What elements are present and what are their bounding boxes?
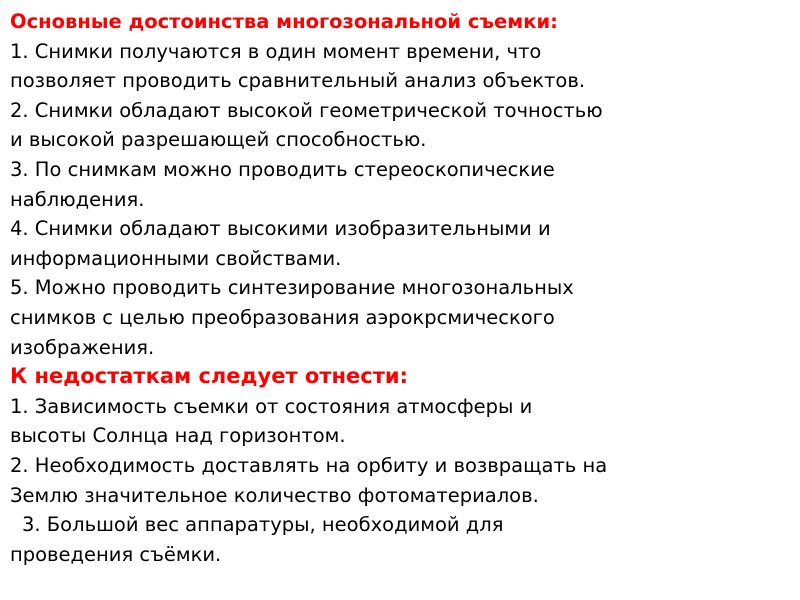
disadvantage-1-line-2: высоты Солнца над горизонтом. [10, 424, 346, 448]
disadvantage-2-line-2: Землю значительное количество фотоматериалов. [10, 483, 539, 507]
advantage-3-line-2: наблюдения. [10, 187, 145, 211]
advantage-2-line-2: и высокой разрешающей способностью. [10, 128, 427, 152]
advantage-4-line-2: информационными свойствами. [10, 246, 342, 270]
disadvantage-3-line-2: проведения съёмки. [10, 542, 222, 566]
disadvantage-3-line-1: 3. Большой вес аппаратуры, необходимой для [22, 513, 504, 537]
advantage-1-line-1: 1. Снимки получаются в один момент времени, что [10, 39, 542, 63]
disadvantages-heading: К недостаткам следует отнести: [10, 364, 409, 389]
advantage-4-line-1: 4. Снимки обладают высокими изобразительными и [10, 217, 551, 241]
advantages-heading: Основные достоинства многозональной съемки: [10, 10, 558, 33]
advantage-5-line-2: снимков с целью преобразования аэрокрсмического [10, 305, 555, 329]
slide-text [10, 7, 790, 569]
advantage-2-line-1: 2. Снимки обладают высокой геометрической точностью [10, 98, 603, 122]
advantage-3-line-1: 3. По снимкам можно проводить стереоскопические [10, 157, 555, 181]
disadvantage-1-line-1: 1. Зависимость съемки от состояния атмосферы и [10, 394, 533, 418]
disadvantage-2-line-1: 2. Необходимость доставлять на орбиту и возвращать на [10, 453, 608, 477]
advantage-5-line-3: изображения. [10, 335, 155, 359]
advantage-5-line-1: 5. Можно проводить синтезирование многозональных [10, 276, 574, 300]
advantage-1-line-2: позволяет проводить сравнительный анализ объектов. [10, 69, 586, 93]
